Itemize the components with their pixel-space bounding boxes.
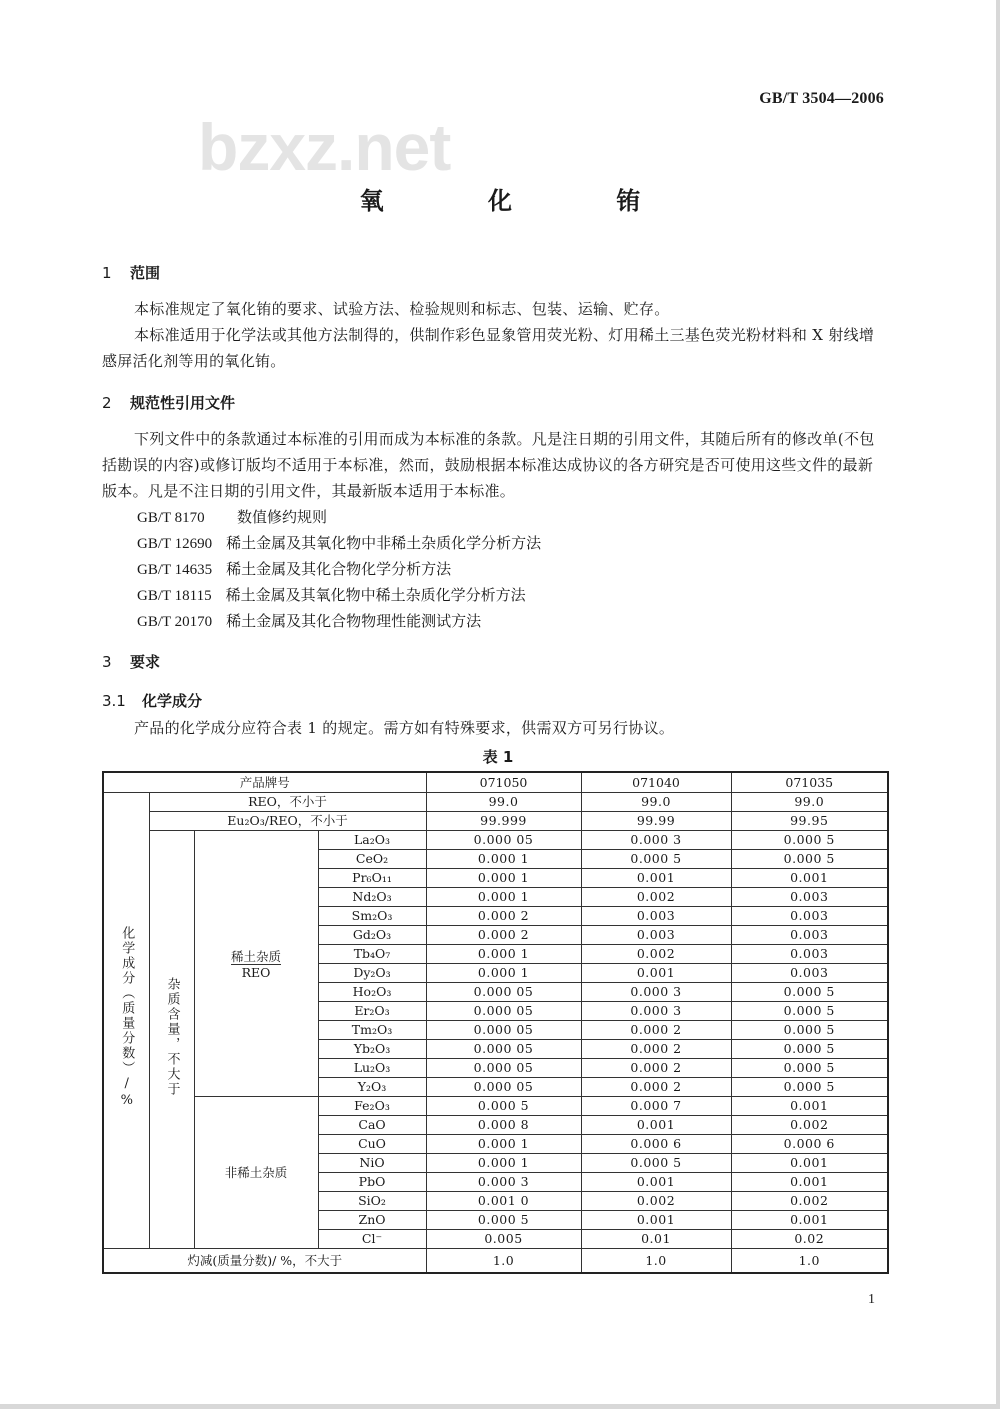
value-cell: 0.000 1 xyxy=(426,888,581,907)
compound-name: SiO₂ xyxy=(318,1192,426,1211)
value-cell: 0.000 05 xyxy=(426,1002,581,1021)
value-cell: 99.0 xyxy=(581,793,731,812)
value-cell: 0.000 1 xyxy=(426,945,581,964)
value-cell: 0.000 1 xyxy=(426,869,581,888)
value-cell: 0.000 5 xyxy=(581,850,731,869)
section-number: 3 xyxy=(102,653,112,671)
compound-name: Cl⁻ xyxy=(318,1230,426,1249)
reference-item xyxy=(137,584,526,605)
value-cell: 0.000 3 xyxy=(426,1173,581,1192)
value-cell: 0.000 2 xyxy=(581,1059,731,1078)
reference-title: 稀土金属及其化合物物理性能测试方法 xyxy=(226,612,482,630)
section-1-paragraph-2: 本标准适用于化学法或其他方法制得的，供制作彩色显象管用荧光粉、灯用稀土三基色荧光粉材料和 X 射线增感屏活化剂等用的氧化铕。 xyxy=(102,326,875,370)
group-label-cell xyxy=(103,793,149,1249)
table-row xyxy=(103,1097,888,1116)
page-shadow-right xyxy=(996,0,1000,1409)
value-cell: 0.000 5 xyxy=(731,1078,888,1097)
compound-name: Nd₂O₃ xyxy=(318,888,426,907)
value-cell: 0.001 xyxy=(581,1211,731,1230)
value-cell: 99.99 xyxy=(581,812,731,831)
reference-title: 数值修约规则 xyxy=(237,508,328,526)
value-cell: 0.000 5 xyxy=(731,1021,888,1040)
table-footer-row xyxy=(103,1249,888,1274)
value-cell: 0.000 1 xyxy=(426,850,581,869)
value-cell: 0.000 2 xyxy=(426,907,581,926)
value-cell: 0.003 xyxy=(731,964,888,983)
grade-code: 071040 xyxy=(581,772,731,793)
compound-name: La₂O₃ xyxy=(318,831,426,850)
row-label: 灼减(质量分数)/ %，不大于 xyxy=(103,1249,426,1274)
value-cell: 99.999 xyxy=(426,812,581,831)
value-cell: 0.000 2 xyxy=(581,1040,731,1059)
value-cell: 0.003 xyxy=(731,907,888,926)
value-cell: 0.000 05 xyxy=(426,983,581,1002)
value-cell: 0.000 5 xyxy=(731,850,888,869)
table-header-row xyxy=(103,772,888,793)
section-title: 要求 xyxy=(130,653,161,671)
section-1-heading xyxy=(102,262,160,283)
value-cell: 0.000 7 xyxy=(581,1097,731,1116)
value-cell: 0.000 1 xyxy=(426,1135,581,1154)
section-2-paragraph-1: 下列文件中的条款通过本标准的引用而成为本标准的条款。凡是注日期的引用文件，其随后所有的修改单(不包括勘误的内容)或修订版均不适用于本标准，然而，鼓励根据本标准达成协议的各方研究是否可使用这些文件的最新版本。凡是不注日期的引用文件，其最新版本适用于本标准。 xyxy=(102,430,875,500)
row-label: Eu₂O₃/REO，不小于 xyxy=(149,812,426,831)
reference-code: GB/T 8170 xyxy=(137,510,205,526)
compound-name: Fe₂O₃ xyxy=(318,1097,426,1116)
reference-item xyxy=(137,610,481,631)
value-cell: 0.000 3 xyxy=(581,1002,731,1021)
document-title: 氧 化 铕 xyxy=(359,187,689,215)
compound-name: Tb₄O₇ xyxy=(318,945,426,964)
value-cell: 0.000 3 xyxy=(581,983,731,1002)
value-cell: 0.002 xyxy=(581,1192,731,1211)
reference-title: 稀土金属及其氧化物中稀土杂质化学分析方法 xyxy=(225,586,526,604)
compound-name: Ho₂O₃ xyxy=(318,983,426,1002)
value-cell: 0.000 2 xyxy=(581,1021,731,1040)
value-cell: 99.0 xyxy=(426,793,581,812)
section-title: 规范性引用文件 xyxy=(130,394,236,412)
value-cell: 0.002 xyxy=(581,888,731,907)
compound-name: PbO xyxy=(318,1173,426,1192)
compound-name: Sm₂O₃ xyxy=(318,907,426,926)
compound-name: Dy₂O₃ xyxy=(318,964,426,983)
standard-code: GB/T 3504—2006 xyxy=(759,90,884,107)
watermark: bzxz.net xyxy=(198,110,451,184)
value-cell: 0.000 05 xyxy=(426,1021,581,1040)
rare-earth-fraction xyxy=(231,949,281,980)
value-cell: 0.000 05 xyxy=(426,1040,581,1059)
value-cell: 0.000 1 xyxy=(426,964,581,983)
value-cell: 0.002 xyxy=(581,945,731,964)
value-cell: 0.002 xyxy=(731,1116,888,1135)
value-cell: 0.000 5 xyxy=(426,1211,581,1230)
value-cell: 0.001 0 xyxy=(426,1192,581,1211)
rare-earth-label-cell xyxy=(194,831,318,1097)
value-cell: 0.001 xyxy=(731,1097,888,1116)
grade-header: 产品牌号 xyxy=(103,772,426,793)
value-cell: 0.000 5 xyxy=(581,1154,731,1173)
value-cell: 0.000 5 xyxy=(426,1097,581,1116)
value-cell: 1.0 xyxy=(581,1249,731,1274)
value-cell: 0.001 xyxy=(581,1116,731,1135)
value-cell: 0.001 xyxy=(581,869,731,888)
value-cell: 0.003 xyxy=(731,945,888,964)
reference-title: 稀土金属及其化合物化学分析方法 xyxy=(226,560,452,578)
value-cell: 0.001 xyxy=(731,1154,888,1173)
page-number: 1 xyxy=(868,1292,875,1307)
value-cell: 0.000 1 xyxy=(426,1154,581,1173)
fraction-denominator: REO xyxy=(241,965,271,980)
grade-code: 071035 xyxy=(731,772,888,793)
section-3-heading xyxy=(102,651,160,672)
section-2-heading xyxy=(102,392,235,413)
value-cell: 0.003 xyxy=(731,926,888,945)
reference-title: 稀土金属及其氧化物中非稀土杂质化学分析方法 xyxy=(226,534,542,552)
page-shadow-bottom xyxy=(0,1404,1000,1409)
reference-item xyxy=(137,558,451,579)
section-3-1-paragraph: 产品的化学成分应符合表 1 的规定。需方如有特殊要求，供需双方可另行协议。 xyxy=(134,719,675,737)
value-cell: 0.001 xyxy=(731,1173,888,1192)
compound-name: Lu₂O₃ xyxy=(318,1059,426,1078)
compound-name: CaO xyxy=(318,1116,426,1135)
compound-name: ZnO xyxy=(318,1211,426,1230)
compound-name: Tm₂O₃ xyxy=(318,1021,426,1040)
value-cell: 0.000 05 xyxy=(426,1059,581,1078)
value-cell: 1.0 xyxy=(426,1249,581,1274)
value-cell: 0.02 xyxy=(731,1230,888,1249)
section-title: 范围 xyxy=(130,264,161,282)
section-1-paragraph-1: 本标准规定了氧化铕的要求、试验方法、检验规则和标志、包装、运输、贮存。 xyxy=(134,300,670,318)
value-cell: 0.000 2 xyxy=(426,926,581,945)
row-label: REO，不小于 xyxy=(149,793,426,812)
section-3-1-heading xyxy=(102,690,202,711)
compound-name: CeO₂ xyxy=(318,850,426,869)
value-cell: 0.005 xyxy=(426,1230,581,1249)
value-cell: 0.000 3 xyxy=(581,831,731,850)
section-number: 2 xyxy=(102,394,112,412)
compound-name: Y₂O₃ xyxy=(318,1078,426,1097)
compound-name: Er₂O₃ xyxy=(318,1002,426,1021)
table-row xyxy=(103,812,888,831)
reference-code: GB/T 20170 xyxy=(137,614,213,630)
compound-name: Pr₆O₁₁ xyxy=(318,869,426,888)
compound-name: Gd₂O₃ xyxy=(318,926,426,945)
table-row xyxy=(103,793,888,812)
table-row xyxy=(103,831,888,850)
compound-name: CuO xyxy=(318,1135,426,1154)
impurity-label-cell xyxy=(149,831,194,1249)
group-label: 化学成分（质量分数）/% xyxy=(119,926,135,1110)
value-cell: 99.95 xyxy=(731,812,888,831)
value-cell: 0.000 5 xyxy=(731,1059,888,1078)
reference-code: GB/T 12690 xyxy=(137,536,213,552)
value-cell: 99.0 xyxy=(731,793,888,812)
value-cell: 0.002 xyxy=(731,1192,888,1211)
non-rare-earth-label: 非稀土杂质 xyxy=(194,1097,318,1249)
value-cell: 0.003 xyxy=(581,926,731,945)
reference-code: GB/T 14635 xyxy=(137,562,213,578)
section-number: 3.1 xyxy=(102,692,126,710)
compound-name: NiO xyxy=(318,1154,426,1173)
value-cell: 0.000 6 xyxy=(581,1135,731,1154)
fraction-numerator: 稀土杂质 xyxy=(230,949,281,964)
section-number: 1 xyxy=(102,264,112,282)
value-cell: 0.003 xyxy=(581,907,731,926)
reference-code: GB/T 18115 xyxy=(137,588,212,604)
value-cell: 0.000 5 xyxy=(731,831,888,850)
value-cell: 0.001 xyxy=(731,1211,888,1230)
reference-item xyxy=(137,506,327,527)
section-title: 化学成分 xyxy=(142,692,203,710)
value-cell: 0.000 5 xyxy=(731,1040,888,1059)
value-cell: 0.01 xyxy=(581,1230,731,1249)
impurity-label: 杂质含量，不大于 xyxy=(164,977,180,1097)
value-cell: 1.0 xyxy=(731,1249,888,1274)
value-cell: 0.000 5 xyxy=(731,1002,888,1021)
reference-item xyxy=(137,532,541,553)
value-cell: 0.000 05 xyxy=(426,831,581,850)
value-cell: 0.001 xyxy=(581,1173,731,1192)
value-cell: 0.001 xyxy=(581,964,731,983)
grade-code: 071050 xyxy=(426,772,581,793)
value-cell: 0.000 5 xyxy=(731,983,888,1002)
compound-name: Yb₂O₃ xyxy=(318,1040,426,1059)
value-cell: 0.000 05 xyxy=(426,1078,581,1097)
table-caption: 表 1 xyxy=(482,748,514,766)
value-cell: 0.001 xyxy=(731,869,888,888)
value-cell: 0.000 8 xyxy=(426,1116,581,1135)
value-cell: 0.000 2 xyxy=(581,1078,731,1097)
value-cell: 0.000 6 xyxy=(731,1135,888,1154)
chemical-composition-table xyxy=(102,771,889,1274)
value-cell: 0.003 xyxy=(731,888,888,907)
